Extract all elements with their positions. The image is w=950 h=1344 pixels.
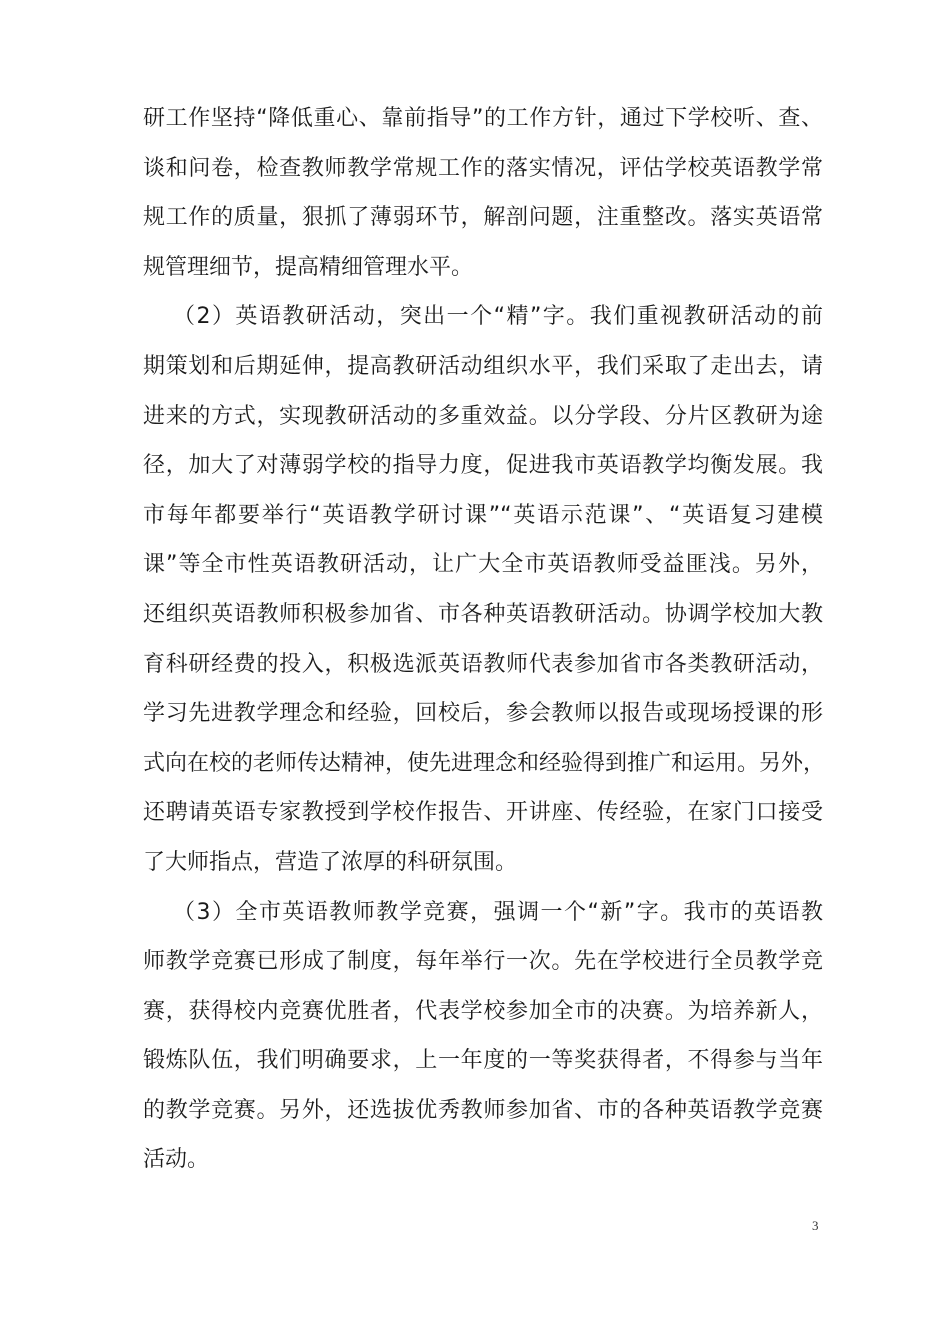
paragraph-line: 锻炼队伍，我们明确要求，上一年度的一等奖获得者，不得参与当年 bbox=[143, 1048, 823, 1074]
paragraph-line: 师教学竞赛已形成了制度，每年举行一次。先在学校进行全员教学竞 bbox=[143, 949, 823, 975]
paragraph-line: 课”等全市性英语教研活动，让广大全市英语教师受益匪浅。另外， bbox=[143, 552, 823, 578]
paragraph-line: 式向在校的老师传达精神，使先进理念和经验得到推广和运用。另外， bbox=[143, 750, 826, 776]
paragraph-line: 谈和问卷，检查教师教学常规工作的落实情况，评估学校英语教学常 bbox=[143, 155, 823, 181]
paragraph-line: 学习先进教学理念和经验，回校后，参会教师以报告或现场授课的形 bbox=[143, 701, 823, 727]
paragraph-line: 规管理细节，提高精细管理水平。 bbox=[143, 254, 474, 280]
paragraph-line: 了大师指点，营造了浓厚的科研氛围。 bbox=[143, 849, 518, 875]
paragraph-line: 市每年都要举行“英语教学研讨课”“英语示范课”、“英语复习建模 bbox=[143, 502, 823, 528]
paragraph-line: 赛，获得校内竞赛优胜者，代表学校参加全市的决赛。为培养新人， bbox=[143, 998, 823, 1024]
paragraph-line: 还组织英语教师积极参加省、市各种英语教研活动。协调学校加大教 bbox=[143, 601, 823, 627]
paragraph-line: （2）英语教研活动，突出一个“精”字。我们重视教研活动的前 bbox=[173, 304, 823, 330]
paragraph-line: 径，加大了对薄弱学校的指导力度，促进我市英语教学均衡发展。我 bbox=[143, 453, 823, 479]
paragraph-line: 活动。 bbox=[143, 1147, 210, 1173]
paragraph-line: 进来的方式，实现教研活动的多重效益。以分学段、分片区教研为途 bbox=[143, 403, 823, 429]
body-text bbox=[143, 94, 826, 1185]
paragraph-3 bbox=[143, 888, 823, 1186]
paragraph-1 bbox=[143, 94, 823, 292]
paragraph-line: （3）全市英语教师教学竞赛，强调一个“新”字。我市的英语教 bbox=[173, 899, 823, 925]
paragraph-line: 的教学竞赛。另外，还选拔优秀教师参加省、市的各种英语教学竞赛 bbox=[143, 1097, 823, 1123]
paragraph-2 bbox=[143, 292, 826, 887]
page-number: 3 bbox=[812, 1218, 819, 1233]
paragraph-line: 育科研经费的投入，积极选派英语教师代表参加省市各类教研活动， bbox=[143, 651, 823, 677]
paragraph-line: 研工作坚持“降低重心、靠前指导”的工作方针，通过下学校听、查、 bbox=[143, 106, 823, 131]
paragraph-line: 期策划和后期延伸，提高教研活动组织水平，我们采取了走出去，请 bbox=[143, 353, 823, 379]
paragraph-line: 还聘请英语专家教授到学校作报告、开讲座、传经验，在家门口接受 bbox=[143, 800, 823, 826]
paragraph-line: 规工作的质量，狠抓了薄弱环节，解剖问题，注重整改。落实英语常 bbox=[143, 205, 823, 231]
